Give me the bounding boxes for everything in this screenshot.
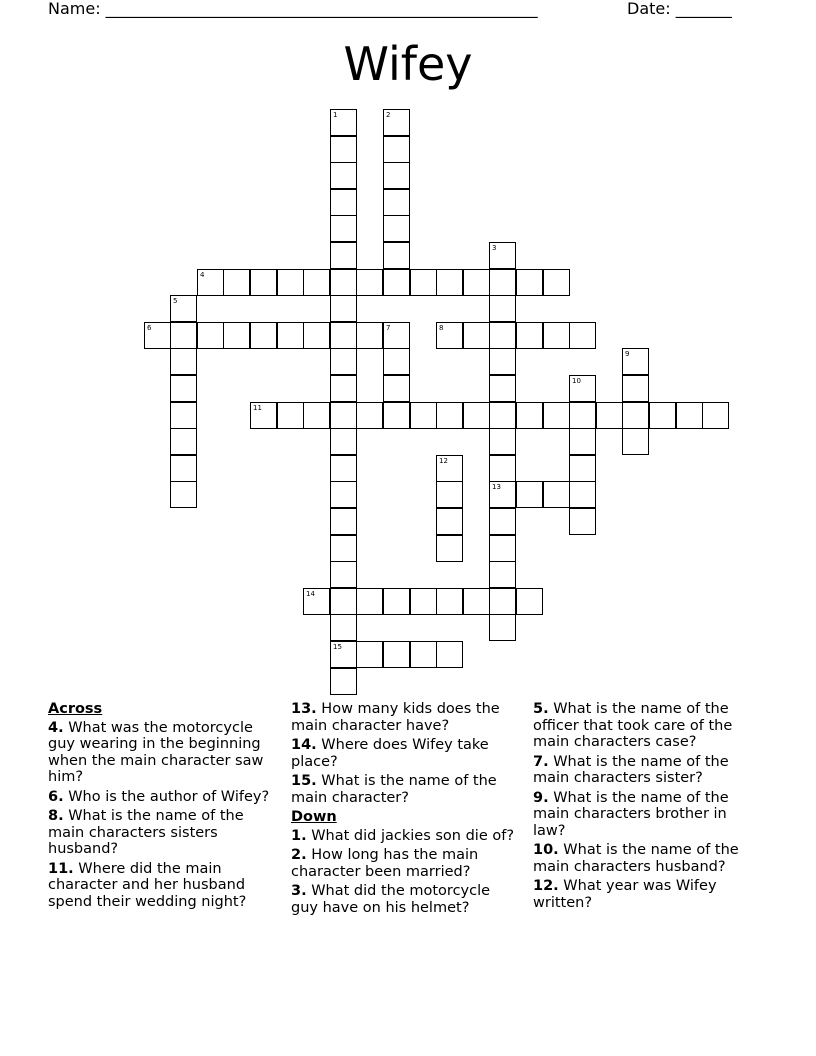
grid-cell[interactable]	[356, 402, 383, 429]
grid-cell[interactable]	[170, 481, 197, 508]
clue-across-11: 11. Where did the main character and her husband spend their wedding night?	[48, 860, 247, 910]
grid-cell[interactable]	[569, 455, 596, 482]
grid-cell[interactable]	[596, 402, 623, 429]
grid-cell[interactable]	[702, 402, 729, 429]
grid-cell[interactable]	[330, 322, 357, 349]
clue-down-9: 9. What is the name of the main characters brother in law?	[533, 789, 729, 839]
grid-cell[interactable]	[622, 428, 649, 455]
clue-number: 7	[386, 324, 391, 332]
clue-number: 6	[147, 324, 152, 332]
grid-cell[interactable]	[383, 375, 410, 402]
clue-down-2: 2. How long has the main character been married?	[291, 847, 479, 880]
grid-cell[interactable]	[489, 295, 516, 322]
grid-cell[interactable]	[330, 614, 357, 641]
grid-cell[interactable]	[170, 348, 197, 375]
grid-cell[interactable]	[489, 481, 516, 508]
grid-cell[interactable]	[489, 242, 516, 269]
grid-cell[interactable]	[170, 428, 197, 455]
grid-cell[interactable]	[383, 162, 410, 189]
grid-cell[interactable]	[436, 481, 463, 508]
grid-cell[interactable]	[330, 215, 357, 242]
grid-cell[interactable]	[356, 588, 383, 615]
clue-number: 8	[439, 324, 444, 332]
grid-cell[interactable]	[277, 322, 304, 349]
grid-cell[interactable]	[489, 402, 516, 429]
grid-cell[interactable]	[410, 402, 437, 429]
grid-cell[interactable]	[463, 402, 490, 429]
date-field-label[interactable]: Date: _______	[627, 0, 732, 18]
grid-cell[interactable]	[303, 402, 330, 429]
grid-cell[interactable]	[543, 402, 570, 429]
grid-cell[interactable]	[569, 428, 596, 455]
grid-cell[interactable]	[569, 508, 596, 535]
clue-across-8: 8. What is the name of the main characters sisters husband?	[48, 808, 244, 857]
clue-number: 1	[333, 111, 338, 119]
grid-cell[interactable]	[330, 481, 357, 508]
grid-cell[interactable]	[330, 295, 357, 322]
grid-cell[interactable]	[436, 455, 463, 482]
clue-across-15: 15. What is the name of the main character?	[291, 773, 497, 806]
grid-cell[interactable]	[436, 402, 463, 429]
grid-cell[interactable]	[410, 588, 437, 615]
grid-cell[interactable]	[436, 641, 463, 668]
down-heading: Down	[291, 809, 337, 825]
grid-cell[interactable]	[197, 322, 224, 349]
grid-cell[interactable]	[543, 322, 570, 349]
grid-cell[interactable]	[170, 322, 197, 349]
grid-cell[interactable]	[330, 561, 357, 588]
grid-cell[interactable]	[516, 588, 543, 615]
grid-cell[interactable]	[569, 481, 596, 508]
grid-cell[interactable]	[170, 375, 197, 402]
grid-cell[interactable]	[170, 402, 197, 429]
grid-cell[interactable]	[250, 269, 277, 296]
grid-cell[interactable]	[330, 109, 357, 136]
clue-across-4: 4. What was the motorcycle guy wearing in the beginning when the main character saw him?	[48, 719, 264, 785]
clue-down-10: 10. What is the name of the main characters husband?	[533, 842, 739, 875]
grid-cell[interactable]	[383, 641, 410, 668]
grid-cell[interactable]	[436, 322, 463, 349]
clue-number: 11	[253, 404, 262, 412]
grid-cell[interactable]	[622, 402, 649, 429]
grid-cell[interactable]	[330, 508, 357, 535]
grid-cell[interactable]	[223, 269, 250, 296]
grid-cell[interactable]	[356, 641, 383, 668]
clue-number: 10	[572, 377, 581, 385]
grid-cell[interactable]	[250, 322, 277, 349]
grid-cell[interactable]	[330, 269, 357, 296]
grid-cell[interactable]	[410, 641, 437, 668]
grid-cell[interactable]	[330, 535, 357, 562]
grid-cell[interactable]	[383, 109, 410, 136]
grid-cell[interactable]	[383, 322, 410, 349]
across-heading: Across	[48, 701, 103, 717]
grid-cell[interactable]	[383, 588, 410, 615]
clue-across-14: 14. Where does Wifey take place?	[291, 737, 489, 770]
grid-cell[interactable]	[543, 481, 570, 508]
grid-cell[interactable]	[489, 535, 516, 562]
grid-cell[interactable]	[383, 348, 410, 375]
clue-number: 5	[173, 297, 178, 305]
grid-cell[interactable]	[569, 375, 596, 402]
grid-cell[interactable]	[170, 295, 197, 322]
grid-cell[interactable]	[330, 189, 357, 216]
grid-cell[interactable]	[489, 588, 516, 615]
grid-cell[interactable]	[383, 269, 410, 296]
grid-cell[interactable]	[303, 322, 330, 349]
grid-cell[interactable]	[383, 402, 410, 429]
puzzle-title: Wifey	[343, 37, 473, 91]
grid-cell[interactable]	[330, 242, 357, 269]
grid-cell[interactable]	[170, 455, 197, 482]
grid-cell[interactable]	[144, 322, 171, 349]
clues-column-1	[48, 701, 278, 913]
grid-cell[interactable]	[383, 215, 410, 242]
clue-down-3: 3. What did the motorcycle guy have on his helmet?	[291, 883, 491, 916]
grid-cell[interactable]	[516, 481, 543, 508]
clue-down-1: 1. What did jackies son die of?	[291, 827, 515, 844]
grid-cell[interactable]	[383, 189, 410, 216]
clues-column-3	[533, 701, 763, 914]
clue-down-5: 5. What is the name of the officer that took care of the main characters case?	[533, 701, 733, 750]
grid-cell[interactable]	[489, 322, 516, 349]
grid-cell[interactable]	[516, 402, 543, 429]
grid-cell[interactable]	[569, 322, 596, 349]
grid-cell[interactable]	[356, 269, 383, 296]
grid-cell[interactable]	[569, 402, 596, 429]
clue-number: 9	[625, 350, 630, 358]
clue-across-6: 6. Who is the author of Wifey?	[48, 788, 270, 805]
grid-cell[interactable]	[330, 668, 357, 695]
grid-cell[interactable]	[330, 641, 357, 668]
grid-cell[interactable]	[330, 428, 357, 455]
grid-cell[interactable]	[489, 614, 516, 641]
grid-cell[interactable]	[463, 269, 490, 296]
grid-cell[interactable]	[383, 136, 410, 163]
clue-across-13: 13. How many kids does the main character have?	[291, 701, 500, 734]
grid-cell[interactable]	[489, 348, 516, 375]
clue-down-7: 7. What is the name of the main characters sister?	[533, 753, 729, 786]
clue-number: 2	[386, 111, 391, 119]
grid-cell[interactable]	[197, 269, 224, 296]
grid-cell[interactable]	[463, 588, 490, 615]
grid-cell[interactable]	[303, 269, 330, 296]
grid-cell[interactable]	[436, 269, 463, 296]
grid-cell[interactable]	[303, 588, 330, 615]
grid-cell[interactable]	[330, 402, 357, 429]
grid-cell[interactable]	[356, 322, 383, 349]
grid-cell[interactable]	[489, 269, 516, 296]
grid-cell[interactable]	[410, 269, 437, 296]
grid-cell[interactable]	[676, 402, 703, 429]
grid-cell[interactable]	[622, 348, 649, 375]
grid-cell[interactable]	[543, 269, 570, 296]
grid-cell[interactable]	[330, 162, 357, 189]
clue-number: 12	[439, 457, 448, 465]
grid-cell[interactable]	[277, 402, 304, 429]
clue-number: 13	[492, 483, 501, 491]
grid-cell[interactable]	[436, 508, 463, 535]
clue-number: 4	[200, 271, 205, 279]
grid-cell[interactable]	[330, 348, 357, 375]
grid-cell[interactable]	[383, 242, 410, 269]
grid-cell[interactable]	[489, 508, 516, 535]
grid-cell[interactable]	[649, 402, 676, 429]
clue-number: 3	[492, 244, 497, 252]
grid-cell[interactable]	[436, 535, 463, 562]
name-field-label[interactable]: Name: ______________________________________________________	[48, 0, 538, 18]
grid-cell[interactable]	[489, 455, 516, 482]
grid-cell[interactable]	[436, 588, 463, 615]
grid-cell[interactable]	[516, 269, 543, 296]
grid-cell[interactable]	[330, 375, 357, 402]
grid-cell[interactable]	[250, 402, 277, 429]
clue-number: 14	[306, 590, 315, 598]
grid-cell[interactable]	[489, 561, 516, 588]
grid-cell[interactable]	[489, 375, 516, 402]
grid-cell[interactable]	[463, 322, 490, 349]
grid-cell[interactable]	[277, 269, 304, 296]
grid-cell[interactable]	[223, 322, 250, 349]
grid-cell[interactable]	[330, 136, 357, 163]
grid-cell[interactable]	[622, 375, 649, 402]
grid-cell[interactable]	[489, 428, 516, 455]
grid-cell[interactable]	[330, 588, 357, 615]
grid-cell[interactable]	[330, 455, 357, 482]
clue-down-12: 12. What year was Wifey written?	[533, 878, 717, 911]
clue-number: 15	[333, 643, 342, 651]
clues-column-2	[291, 701, 516, 919]
grid-cell[interactable]	[516, 322, 543, 349]
